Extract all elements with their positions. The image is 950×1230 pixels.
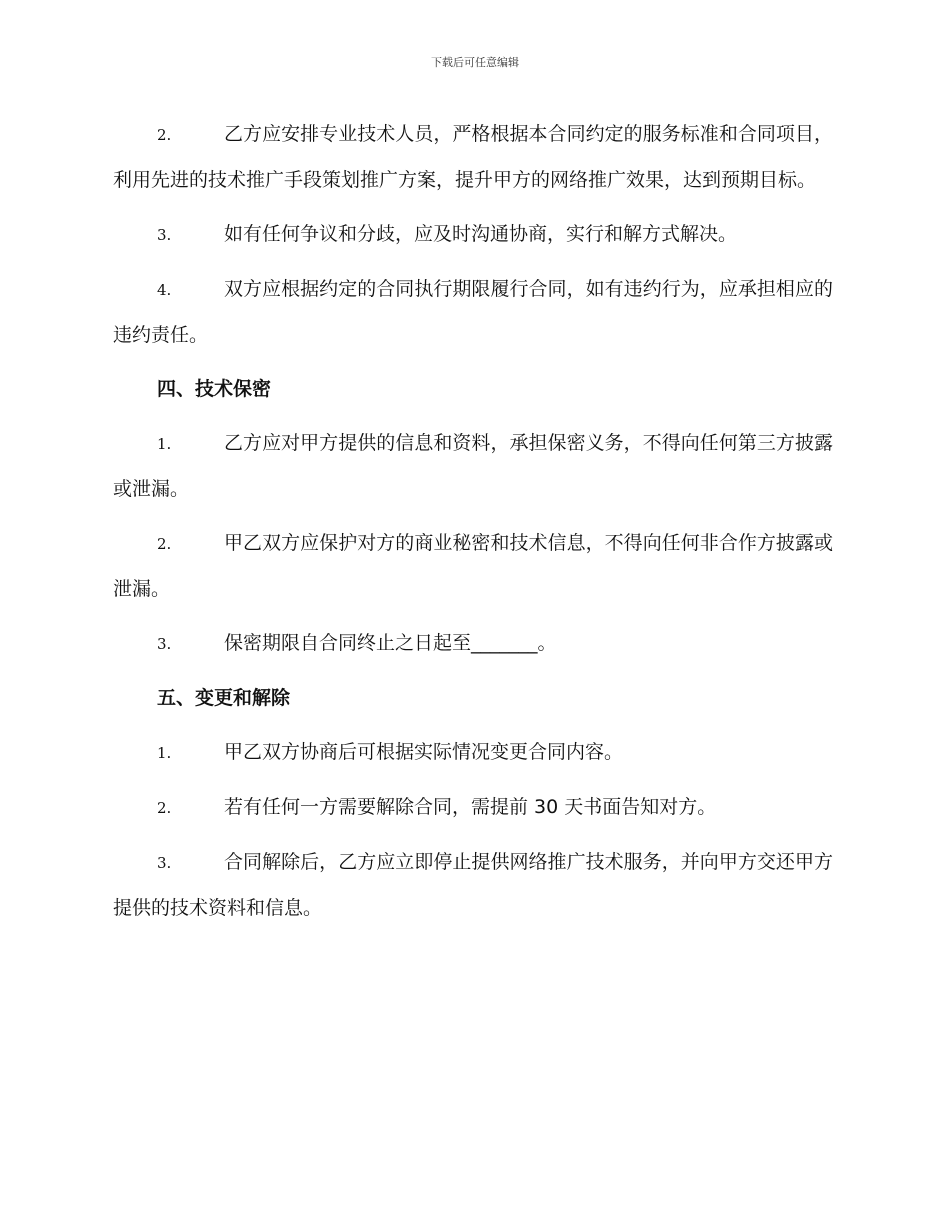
clause-number: 1. — [157, 744, 172, 762]
clause-4-2 — [113, 521, 833, 612]
clause-4-1 — [113, 421, 833, 512]
clause-3-2 — [113, 112, 833, 203]
clause-text: 双方应根据约定的合同执行期限履行合同，如有违约行为，应承担相应的违约责任。 — [113, 278, 833, 346]
section-heading-change-termination: 五、变更和解除 — [157, 687, 291, 709]
clause-number: 3. — [157, 635, 172, 653]
clause-number: 2. — [157, 126, 172, 144]
clause-text: 如有任何争议和分歧，应及时沟通协商，实行和解方式解决。 — [224, 223, 738, 245]
clause-number: 2. — [157, 535, 172, 553]
header-note: 下载后可任意编辑 — [431, 56, 519, 69]
document-body — [113, 112, 833, 940]
clause-3-4 — [113, 267, 833, 358]
clause-3-3 — [113, 212, 833, 258]
clause-5-3 — [113, 840, 833, 931]
clause-number: 1. — [157, 435, 172, 453]
clause-number: 3. — [157, 854, 172, 872]
clause-text: 乙方应对甲方提供的信息和资料，承担保密义务，不得向任何第三方披露或泄漏。 — [113, 432, 833, 500]
clause-number: 4. — [157, 281, 172, 299]
clause-5-2 — [113, 785, 833, 831]
clause-5-1 — [113, 730, 833, 776]
clause-text: 甲乙双方协商后可根据实际情况变更合同内容。 — [224, 741, 624, 763]
clause-text: 保密期限自合同终止之日起至_______。 — [224, 632, 557, 654]
section-heading-confidentiality: 四、技术保密 — [157, 378, 272, 400]
clause-text: 乙方应安排专业技术人员，严格根据本合同约定的服务标准和合同项目，利用先进的技术推广手段策划推广方案，提升甲方的网络推广效果，达到预期目标。 — [113, 123, 833, 191]
clause-number: 2. — [157, 799, 172, 817]
clause-text: 若有任何一方需要解除合同，需提前 30 天书面告知对方。 — [224, 796, 717, 818]
clause-number: 3. — [157, 226, 172, 244]
clause-4-3 — [113, 621, 833, 667]
clause-text: 甲乙双方应保护对方的商业秘密和技术信息，不得向任何非合作方披露或泄漏。 — [113, 532, 833, 600]
clause-text: 合同解除后，乙方应立即停止提供网络推广技术服务，并向甲方交还甲方提供的技术资料和信息。 — [113, 851, 833, 919]
